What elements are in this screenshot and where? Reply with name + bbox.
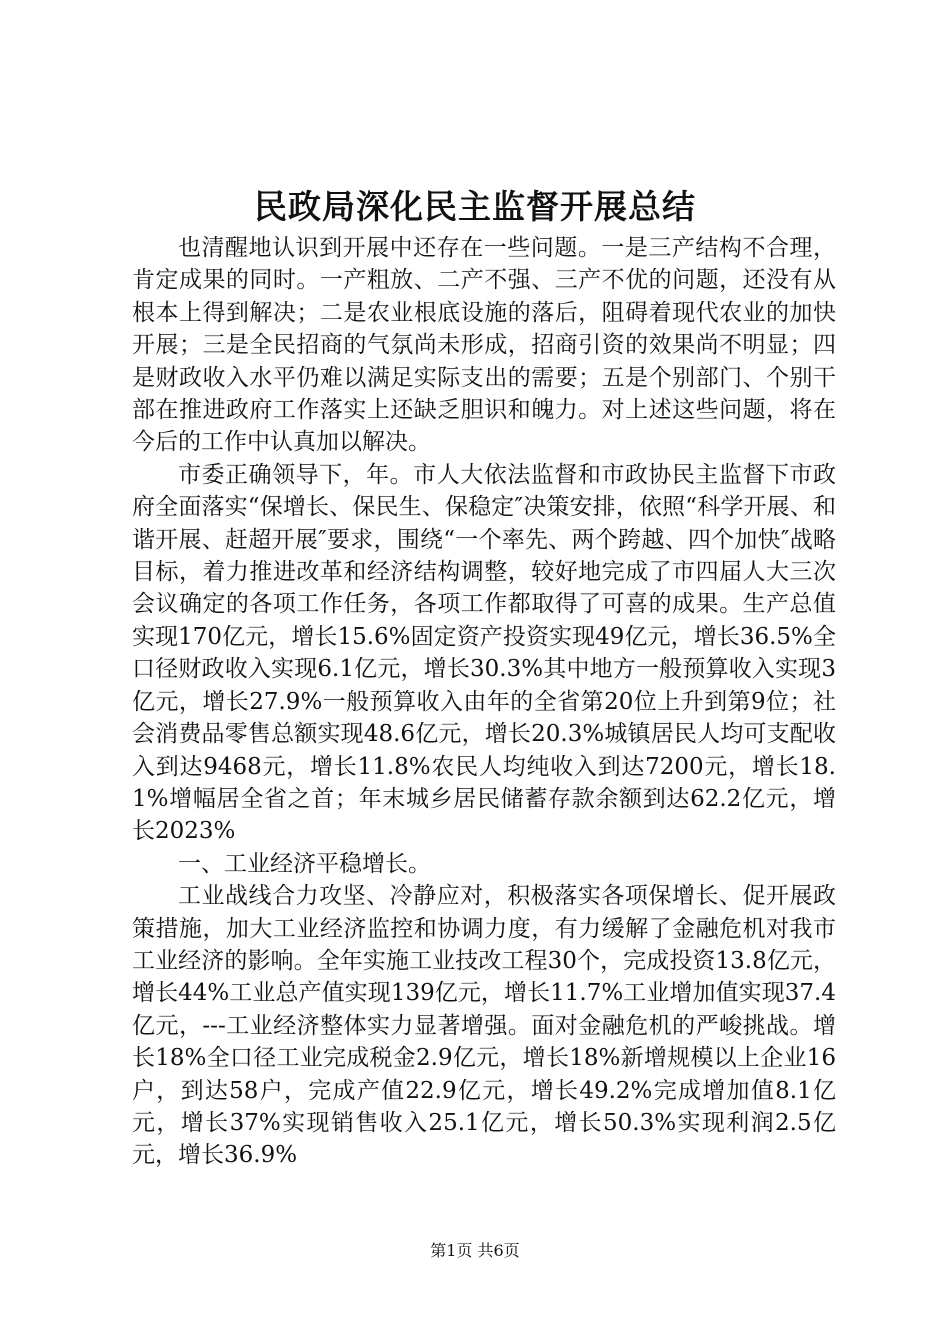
paragraph-achievements: 市委正确领导下，年。市人大依法监督和市政协民主监督下市政府全面落实“保增长、保民生、保稳定″决策安排，依照“科学开展、和谐开展、赶超开展″要求，围绕“一个率先、两个跨越、四个加快″战略目标，着力推进改革和经济结构调整，较好地完成了市四届人大三次会议确定的各项工作任务，各项工作都取得了可喜的成果。生产总值实现170亿元，增长15.6%固定资产投资实现49亿元，增长36.5%全口径财政收入实现6.1亿元，增长30.3%其中地方一般预算收入实现3亿元，增长27.9%一般预算收入由年的全省第20位上升到第9位；社会消费品零售总额实现48.6亿元，增长20.3%城镇居民人均可支配收入到达9468元，增长11.8%农民人均纯收入到达7200元，增长18.1%增幅居全省之首；年末城乡居民储蓄存款余额到达62.2亿元，增长2023% [132, 461, 836, 845]
section-heading-industry: 一、工业经济平稳增长。 [178, 850, 431, 877]
page-footer: 第1页 共6页 [430, 1241, 520, 1260]
document-body [132, 232, 836, 1172]
document-title: 民政局深化民主监督开展总结 [254, 187, 696, 226]
paragraph-industry: 工业战线合力攻坚、冷静应对，积极落实各项保增长、促开展政策措施，加大工业经济监控和协调力度，有力缓解了金融危机对我市工业经济的影响。全年实施工业技改工程30个，完成投资13.8亿元，增长44%工业总产值实现139亿元，增长11.7%工业增加值实现37.4亿元，---工业经济整体实力显著增强。面对金融危机的严峻挑战。增长18%全口径工业完成税金2.9亿元，增长18%新增规模以上企业16户，到达58户，完成产值22.9亿元，增长49.2%完成增加值8.1亿元，增长37%实现销售收入25.1亿元，增长50.3%实现利润2.5亿元，增长36.9% [132, 883, 836, 1169]
paragraph-issues: 也清醒地认识到开展中还存在一些问题。一是三产结构不合理，肯定成果的同时。一产粗放、二产不强、三产不优的问题，还没有从根本上得到解决；二是农业根底设施的落后，阻碍着现代农业的加快开展；三是全民招商的气氛尚未形成，招商引资的效果尚不明显；四是财政收入水平仍难以满足实际支出的需要；五是个别部门、个别干部在推进政府工作落实上还缺乏胆识和魄力。对上述这些问题，将在今后的工作中认真加以解决。 [132, 235, 836, 456]
